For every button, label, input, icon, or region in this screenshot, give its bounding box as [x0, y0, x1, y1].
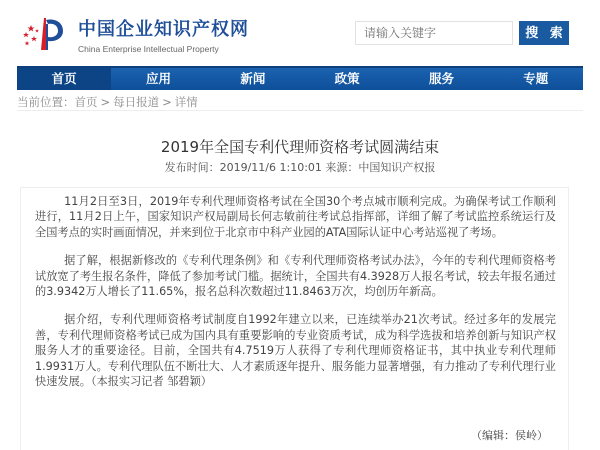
- article-title: 2019年全国专利代理师资格考试圆满结束: [160, 138, 440, 156]
- nav-item-apps[interactable]: 应用: [145, 71, 171, 86]
- breadcrumb-separator: >: [100, 95, 111, 109]
- article-meta: 发布时间：2019/11/6 1:10:01 来源：中国知识产权报: [164, 161, 436, 174]
- breadcrumb-prefix: 当前位置：: [17, 95, 75, 109]
- article-paragraph: 据了解，根据新修改的《专利代理条例》和《专利代理师资格考试办法》，今年的专利代理师资格考试放宽了考生报名条件，降低了参加考试门槛。据统计，全国共有4.3928万人报名考试，较去年报名通过的3.9342万人增长了11.65%，报名总科次数超过11.8463万次，均创历年新高。: [35, 254, 556, 299]
- breadcrumb-separator: >: [162, 95, 172, 109]
- search-button[interactable]: 搜 索: [519, 21, 569, 45]
- breadcrumb-link-daily[interactable]: 每日报道: [113, 95, 160, 109]
- cipnet-logo-icon[interactable]: [22, 14, 66, 54]
- brand[interactable]: [78, 20, 249, 55]
- nav-item-topics[interactable]: 专题: [523, 71, 549, 86]
- article-paragraph: 据介绍，专利代理师资格考试制度自1992年建立以来，已连续举办21次考试。经过多年的发展完善，专利代理师资格考试已成为国内具有重要影响的专业资质考试，成为科学选拔和培养创新与知识产权服务人才的重要途径。目前，全国共有4.7519万人获得了专利代理师资格证书，其中执业专利代理师1.9931万人。专利代理队伍不断壮大、人才素质逐年提升、服务能力显著增强，有力推动了专利代理行业快速发展。（本报实习记者 邹碧颖）: [35, 313, 556, 389]
- nav-item-news[interactable]: 新闻: [240, 71, 266, 86]
- article-editor: （编辑：侯岭）: [471, 429, 548, 442]
- brand-name-cn: 中国企业知识产权网: [78, 19, 249, 40]
- nav-item-home[interactable]: 首页: [17, 68, 111, 90]
- article-body: [20, 187, 569, 450]
- nav-item-policy[interactable]: 政策: [334, 71, 360, 86]
- article-paragraph: 11月2日至3日，2019年专利代理师资格考试在全国30个考点城市顺利完成。为确保考试工作顺利进行，11月2日上午，国家知识产权局副局长何志敏前往考试总指挥部，详细了解了考试监控系统运行及全国考点的实时画面情况，并来到位于北京市中科产业园的ATA国际认证中心考站巡视了考场。: [35, 195, 556, 239]
- main-nav: [17, 66, 583, 90]
- breadcrumb: [17, 93, 583, 111]
- search-input[interactable]: [355, 21, 513, 45]
- brand-name-en: China Enterprise Intellectual Property: [78, 44, 219, 54]
- nav-item-services[interactable]: 服务: [428, 71, 454, 86]
- site-header: [0, 0, 600, 66]
- breadcrumb-link-home[interactable]: 首页: [74, 95, 98, 109]
- breadcrumb-current: 详情: [174, 95, 198, 109]
